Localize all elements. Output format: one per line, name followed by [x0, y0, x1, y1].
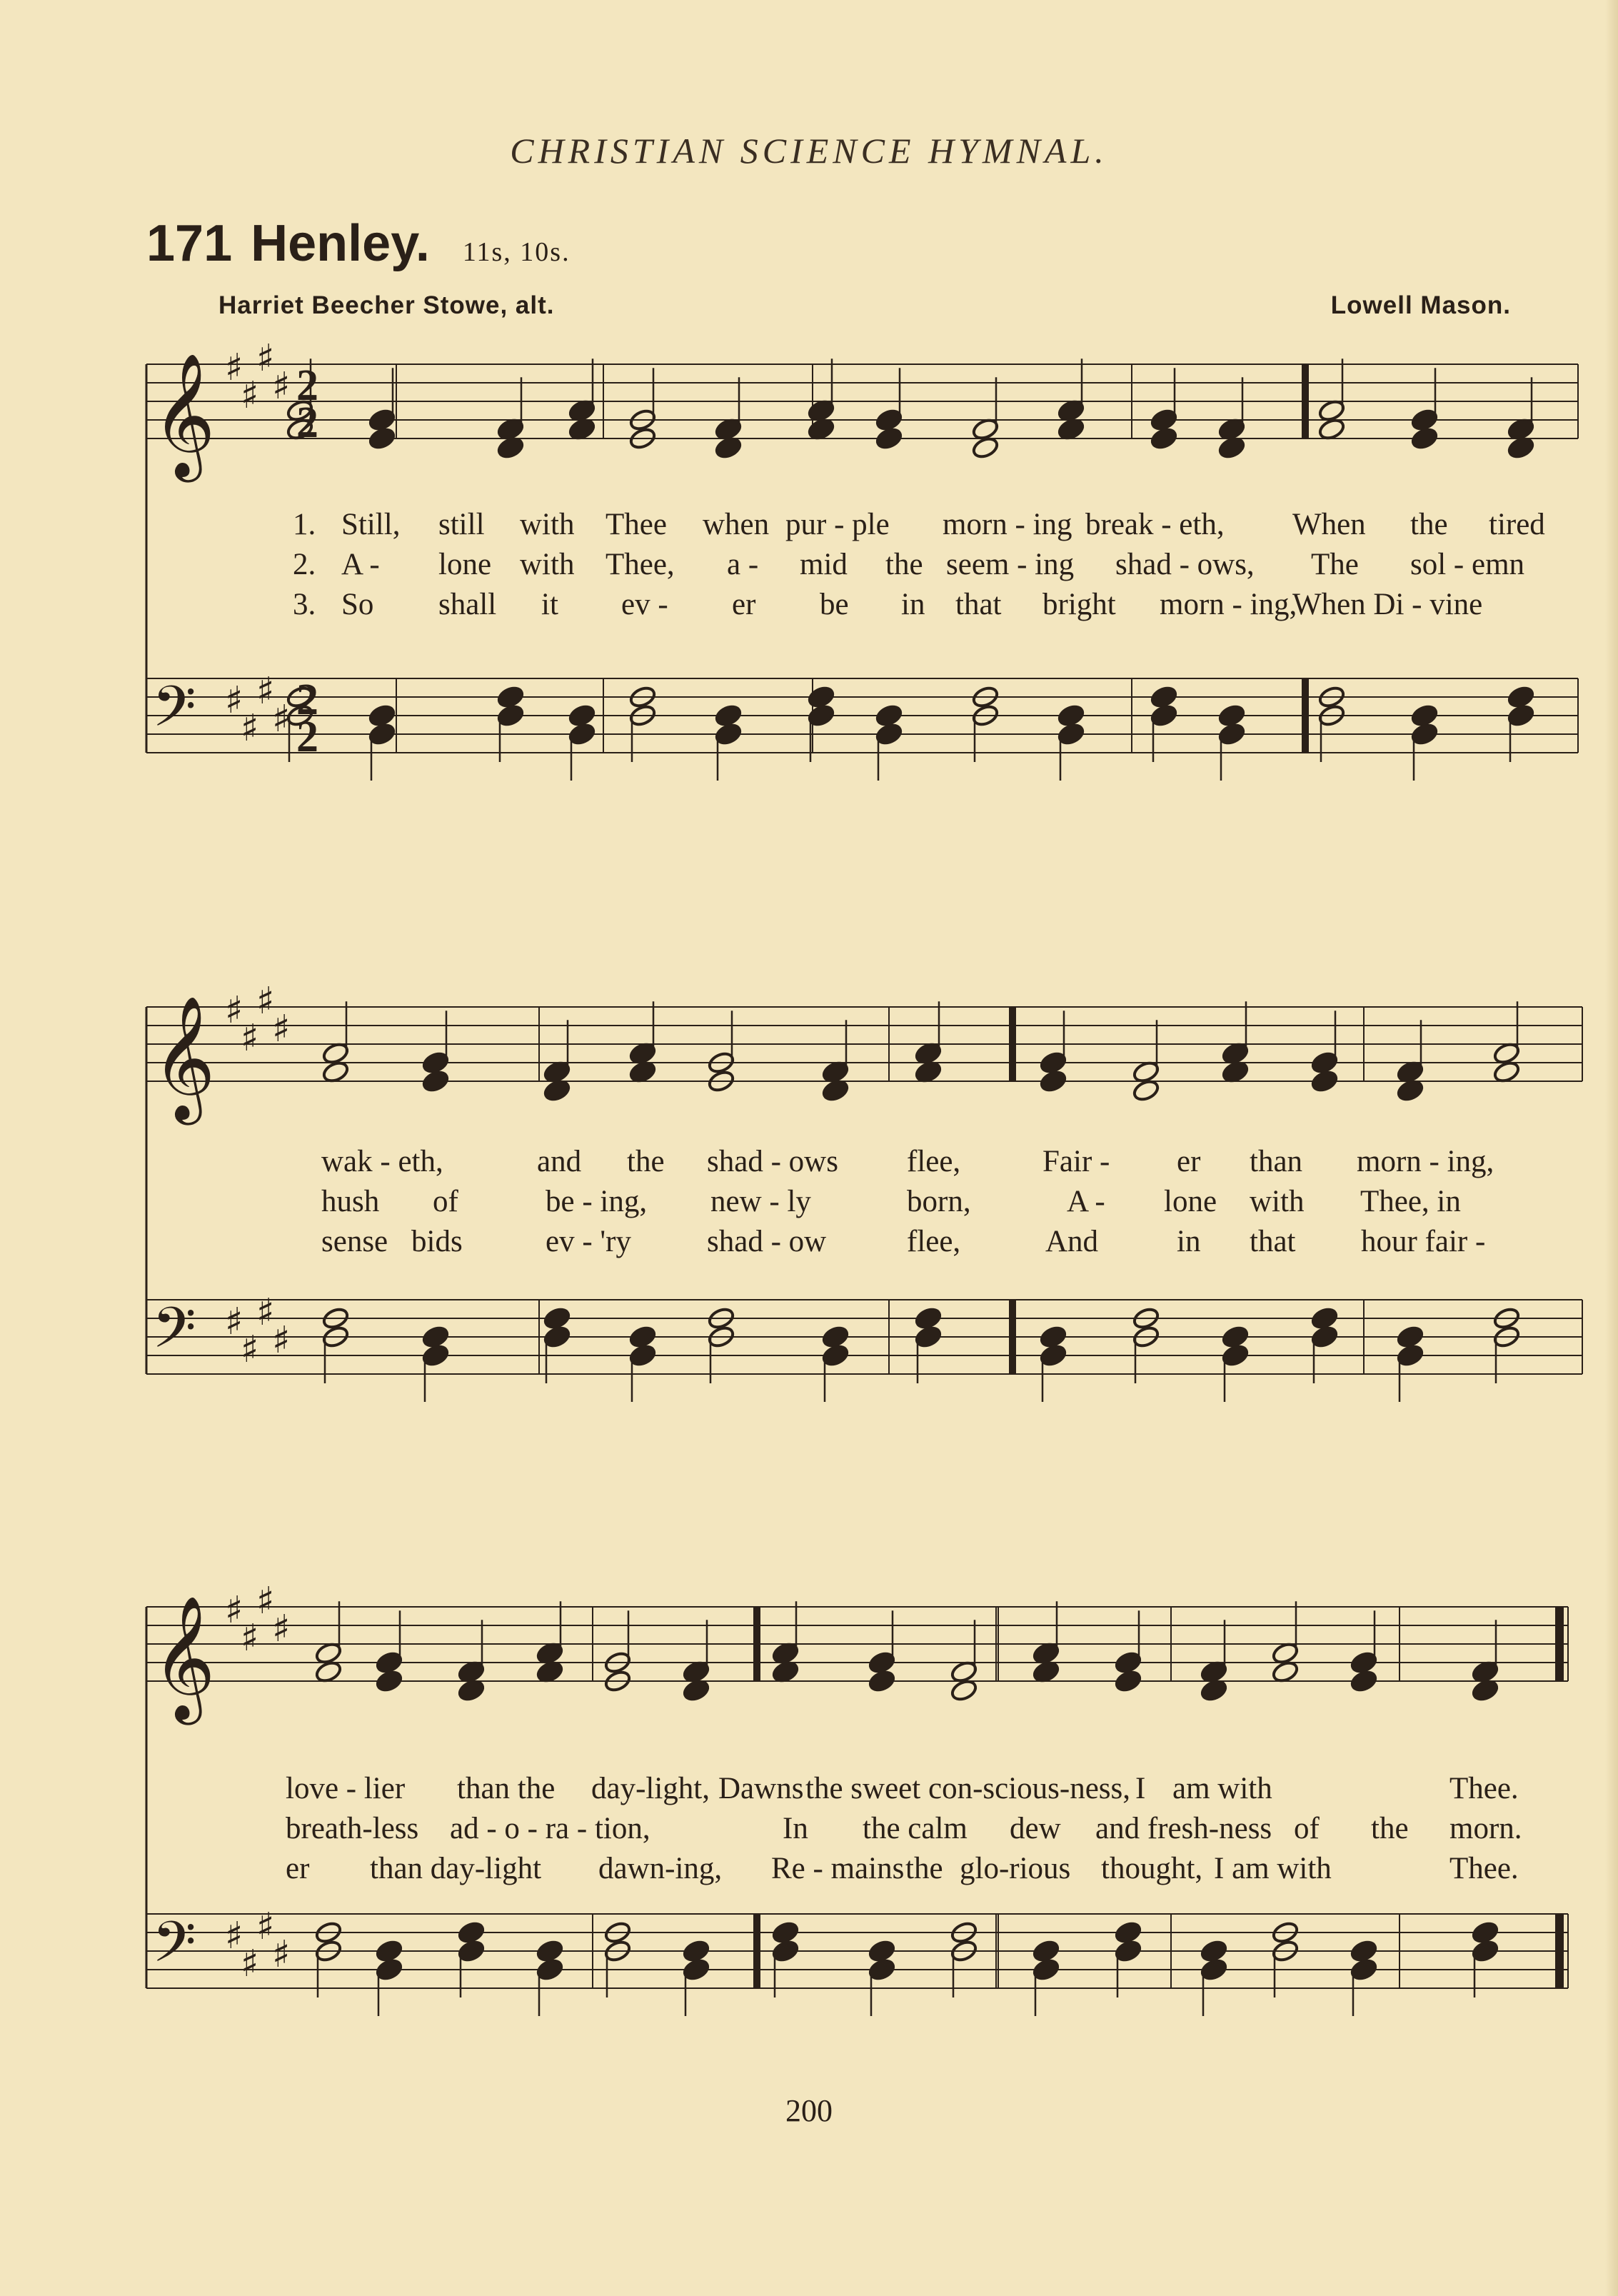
lyric-syllable: shad - ows	[707, 1145, 838, 1178]
lyric-syllable: er	[732, 588, 756, 621]
notehead	[682, 1939, 710, 1963]
notehead	[1396, 1325, 1424, 1349]
notehead	[914, 1306, 943, 1330]
lyric-syllable: mid	[800, 548, 848, 581]
lyric-syllable: than the	[457, 1772, 556, 1805]
lyric-syllable: Still,	[341, 508, 401, 541]
time-signature-bottom: 2	[296, 713, 318, 761]
verse-1-line	[0, 507, 1618, 543]
lyric-syllable: con-scious-ness,	[928, 1772, 1131, 1805]
hymn-number: 171	[146, 215, 233, 272]
notehead	[1507, 685, 1535, 709]
notehead	[1150, 685, 1178, 709]
lyric-syllable: Thee,	[606, 548, 675, 581]
sharp-icon: ♯	[272, 1319, 291, 1362]
lyric-syllable: Thee	[606, 508, 667, 541]
score-graphic	[0, 978, 1618, 1464]
lyric-syllable: Fair -	[1042, 1145, 1110, 1178]
notehead	[375, 1669, 403, 1693]
lyric-syllable: ev - 'ry	[546, 1225, 631, 1258]
notehead	[457, 1920, 486, 1945]
lyric-syllable: bright	[1042, 588, 1116, 621]
notehead	[868, 1939, 896, 1963]
lyric-syllable: er	[286, 1852, 310, 1885]
notehead	[807, 685, 835, 709]
lyric-syllable: hush	[321, 1185, 380, 1218]
lyric-syllable: Re - mains	[771, 1852, 905, 1885]
lyric-syllable: Thee, in	[1360, 1185, 1461, 1218]
sharp-icon: ♯	[256, 337, 275, 380]
lyric-syllable: when	[703, 508, 770, 541]
notehead	[821, 1325, 850, 1349]
final-barline	[1555, 1914, 1564, 1988]
lyric-syllable: er	[1177, 1145, 1201, 1178]
lyric-syllable: it	[541, 588, 558, 621]
time-signature-bottom: 2	[296, 398, 318, 447]
verse-1-line	[0, 1771, 1618, 1807]
lyric-syllable: lone	[438, 548, 492, 581]
sharp-icon: ♯	[241, 1617, 259, 1660]
lyric-syllable: the	[1371, 1812, 1409, 1845]
notehead	[771, 1920, 800, 1945]
lyric-syllable: sense	[321, 1225, 388, 1258]
notehead	[1310, 1069, 1339, 1093]
author-credit: Harriet Beecher Stowe, alt.	[218, 291, 555, 319]
music-system-1	[0, 336, 1618, 821]
verse-3-line	[0, 587, 1618, 623]
notehead	[375, 1939, 403, 1963]
lyric-syllable: When Di - vine	[1292, 588, 1483, 621]
sharp-icon: ♯	[272, 1933, 291, 1976]
lyric-syllable: break - eth,	[1085, 508, 1225, 541]
notehead	[368, 703, 396, 728]
lyric-syllable: the	[905, 1852, 943, 1885]
notehead	[868, 1669, 896, 1693]
running-title: CHRISTIAN SCIENCE HYMNAL.	[510, 131, 1108, 171]
lyric-syllable: Thee.	[1449, 1852, 1519, 1885]
page-number: 200	[785, 2093, 833, 2128]
sharp-icon: ♯	[241, 707, 259, 750]
lyric-syllable: still	[438, 508, 485, 541]
verse-3-line	[0, 1851, 1618, 1887]
notehead	[1150, 426, 1178, 451]
bass-clef-icon: 𝄢	[152, 1295, 196, 1375]
notehead	[1039, 1069, 1067, 1093]
notehead	[1350, 1939, 1378, 1963]
notehead	[543, 1306, 571, 1330]
notehead	[1350, 1669, 1378, 1693]
lyric-syllable: 3.	[293, 588, 316, 621]
verse-2-line	[0, 1811, 1618, 1847]
lyric-syllable: pur - ple	[785, 508, 890, 541]
composer-credit: Lowell Mason.	[1330, 291, 1511, 319]
notehead	[1310, 1306, 1339, 1330]
lyric-syllable: In	[783, 1812, 808, 1845]
lyric-syllable: 1.	[293, 508, 316, 541]
sharp-icon: ♯	[225, 1300, 243, 1343]
lyric-syllable: thought,	[1101, 1852, 1203, 1885]
lyric-syllable: be - ing,	[546, 1185, 648, 1218]
lyric-syllable: Dawns	[718, 1772, 804, 1805]
lyric-syllable: a -	[727, 548, 759, 581]
music-system-3	[0, 1578, 1618, 2064]
notehead	[368, 426, 396, 451]
lyric-syllable: shall	[438, 588, 497, 621]
lyric-syllable: 2.	[293, 548, 316, 581]
notehead	[1114, 1920, 1142, 1945]
bass-clef-icon: 𝄢	[152, 673, 196, 753]
lyric-syllable: flee,	[907, 1225, 961, 1258]
lyric-syllable: than day-light	[370, 1852, 542, 1885]
lyric-syllable: the sweet	[805, 1772, 921, 1805]
notehead	[536, 1939, 564, 1963]
lyric-syllable: morn - ing	[943, 508, 1072, 541]
lyric-syllable: hour fair -	[1361, 1225, 1486, 1258]
sharp-icon: ♯	[256, 670, 275, 713]
lyric-syllable: sol - emn	[1410, 548, 1525, 581]
sharp-icon: ♯	[225, 1589, 243, 1632]
lyric-syllable: in	[1177, 1225, 1201, 1258]
lyric-syllable: Thee.	[1449, 1772, 1519, 1805]
lyric-syllable: bids	[411, 1225, 463, 1258]
notehead	[1410, 703, 1439, 728]
sharp-icon: ♯	[225, 1915, 243, 1957]
lyric-syllable: of	[433, 1185, 458, 1218]
notehead	[421, 1325, 450, 1349]
notehead	[421, 1069, 450, 1093]
lyric-syllable: in	[901, 588, 925, 621]
notehead	[1221, 1325, 1250, 1349]
sharp-icon: ♯	[225, 989, 243, 1032]
hymn-title-line	[146, 214, 571, 273]
notehead	[714, 703, 743, 728]
lyric-syllable: that	[1250, 1225, 1296, 1258]
time-signature-top: 2	[296, 361, 318, 410]
lyric-syllable: morn - ing,	[1357, 1145, 1494, 1178]
sharp-icon: ♯	[256, 1580, 275, 1623]
lyric-syllable: the calm	[863, 1812, 968, 1845]
notehead	[628, 1325, 657, 1349]
sharp-icon: ♯	[272, 1008, 291, 1051]
sharp-icon: ♯	[272, 698, 291, 741]
lyric-syllable: born,	[907, 1185, 971, 1218]
lyric-syllable: A -	[1067, 1185, 1105, 1218]
lyric-syllable: with	[520, 508, 575, 541]
tune-name: Henley.	[251, 215, 430, 272]
sharp-icon: ♯	[272, 365, 291, 408]
notehead	[1114, 1669, 1142, 1693]
notehead	[1057, 703, 1085, 728]
lyric-syllable: and	[537, 1145, 582, 1178]
lyric-syllable: and fresh-ness	[1095, 1812, 1272, 1845]
sharp-icon: ♯	[256, 980, 275, 1023]
verse-2-line	[0, 1184, 1618, 1220]
lyric-syllable: glo-rious	[960, 1852, 1071, 1885]
treble-clef-icon: 𝄞	[152, 1595, 216, 1720]
sharp-icon: ♯	[256, 1905, 275, 1948]
lyric-syllable: When	[1292, 508, 1366, 541]
lyric-syllable: lone	[1164, 1185, 1217, 1218]
treble-clef-icon: 𝄞	[152, 996, 216, 1120]
lyric-syllable: that	[955, 588, 1002, 621]
lyric-syllable: new - ly	[710, 1185, 811, 1218]
notehead	[1410, 426, 1439, 451]
lyric-syllable: dawn-ing,	[598, 1852, 723, 1885]
lyric-syllable: than	[1250, 1145, 1303, 1178]
notehead	[1032, 1939, 1060, 1963]
notehead	[875, 703, 903, 728]
time-signature-top: 2	[296, 676, 318, 724]
notehead	[875, 426, 903, 451]
lyric-syllable: shad - ows,	[1115, 548, 1255, 581]
lyric-syllable: The	[1311, 548, 1359, 581]
sharp-icon: ♯	[256, 1291, 275, 1334]
lyric-syllable: So	[341, 588, 374, 621]
lyric-syllable: ev -	[621, 588, 668, 621]
notehead	[1471, 1920, 1499, 1945]
lyric-syllable: morn.	[1449, 1812, 1522, 1845]
lyric-syllable: am with	[1172, 1772, 1272, 1805]
lyric-syllable: A -	[341, 548, 380, 581]
verse-2-line	[0, 547, 1618, 583]
lyric-syllable: shad - ow	[707, 1225, 827, 1258]
verse-1-line	[0, 1144, 1618, 1180]
notehead	[1039, 1325, 1067, 1349]
lyric-syllable: dew	[1010, 1812, 1061, 1845]
lyric-syllable: with	[1250, 1185, 1305, 1218]
lyric-syllable: the	[627, 1145, 665, 1178]
lyric-syllable: flee,	[907, 1145, 961, 1178]
meter: 11s, 10s.	[462, 237, 571, 267]
lyric-syllable: be	[820, 588, 849, 621]
lyric-syllable: tired	[1489, 508, 1545, 541]
sharp-icon: ♯	[241, 1017, 259, 1060]
notehead	[1217, 703, 1246, 728]
lyric-syllable: And	[1045, 1225, 1099, 1258]
lyric-syllable: love - lier	[286, 1772, 406, 1805]
music-system-2	[0, 978, 1618, 1464]
lyric-syllable: breath-less	[286, 1812, 419, 1845]
lyric-syllable: the	[885, 548, 923, 581]
bass-clef-icon: 𝄢	[152, 1909, 196, 1989]
sharp-icon: ♯	[225, 679, 243, 722]
lyric-syllable: morn - ing,	[1160, 588, 1297, 621]
notehead	[496, 685, 525, 709]
lyric-syllable: ad - o - ra - tion,	[450, 1812, 650, 1845]
sharp-icon: ♯	[225, 346, 243, 389]
lyric-syllable: I am with	[1214, 1852, 1332, 1885]
lyric-syllable: of	[1294, 1812, 1320, 1845]
final-barline	[1555, 1607, 1564, 1681]
notehead	[568, 703, 596, 728]
lyric-syllable: the	[1410, 508, 1448, 541]
sharp-icon: ♯	[241, 1942, 259, 1985]
lyric-syllable: with	[520, 548, 575, 581]
sharp-icon: ♯	[272, 1608, 291, 1650]
lyric-syllable: seem - ing	[946, 548, 1075, 581]
lyric-syllable: wak - eth,	[321, 1145, 443, 1178]
sharp-icon: ♯	[241, 374, 259, 417]
verse-3-line	[0, 1224, 1618, 1260]
lyric-syllable: I	[1135, 1772, 1146, 1805]
sharp-icon: ♯	[241, 1328, 259, 1371]
treble-clef-icon: 𝄞	[152, 353, 216, 477]
lyric-syllable: day-light,	[591, 1772, 710, 1805]
notehead	[1200, 1939, 1228, 1963]
